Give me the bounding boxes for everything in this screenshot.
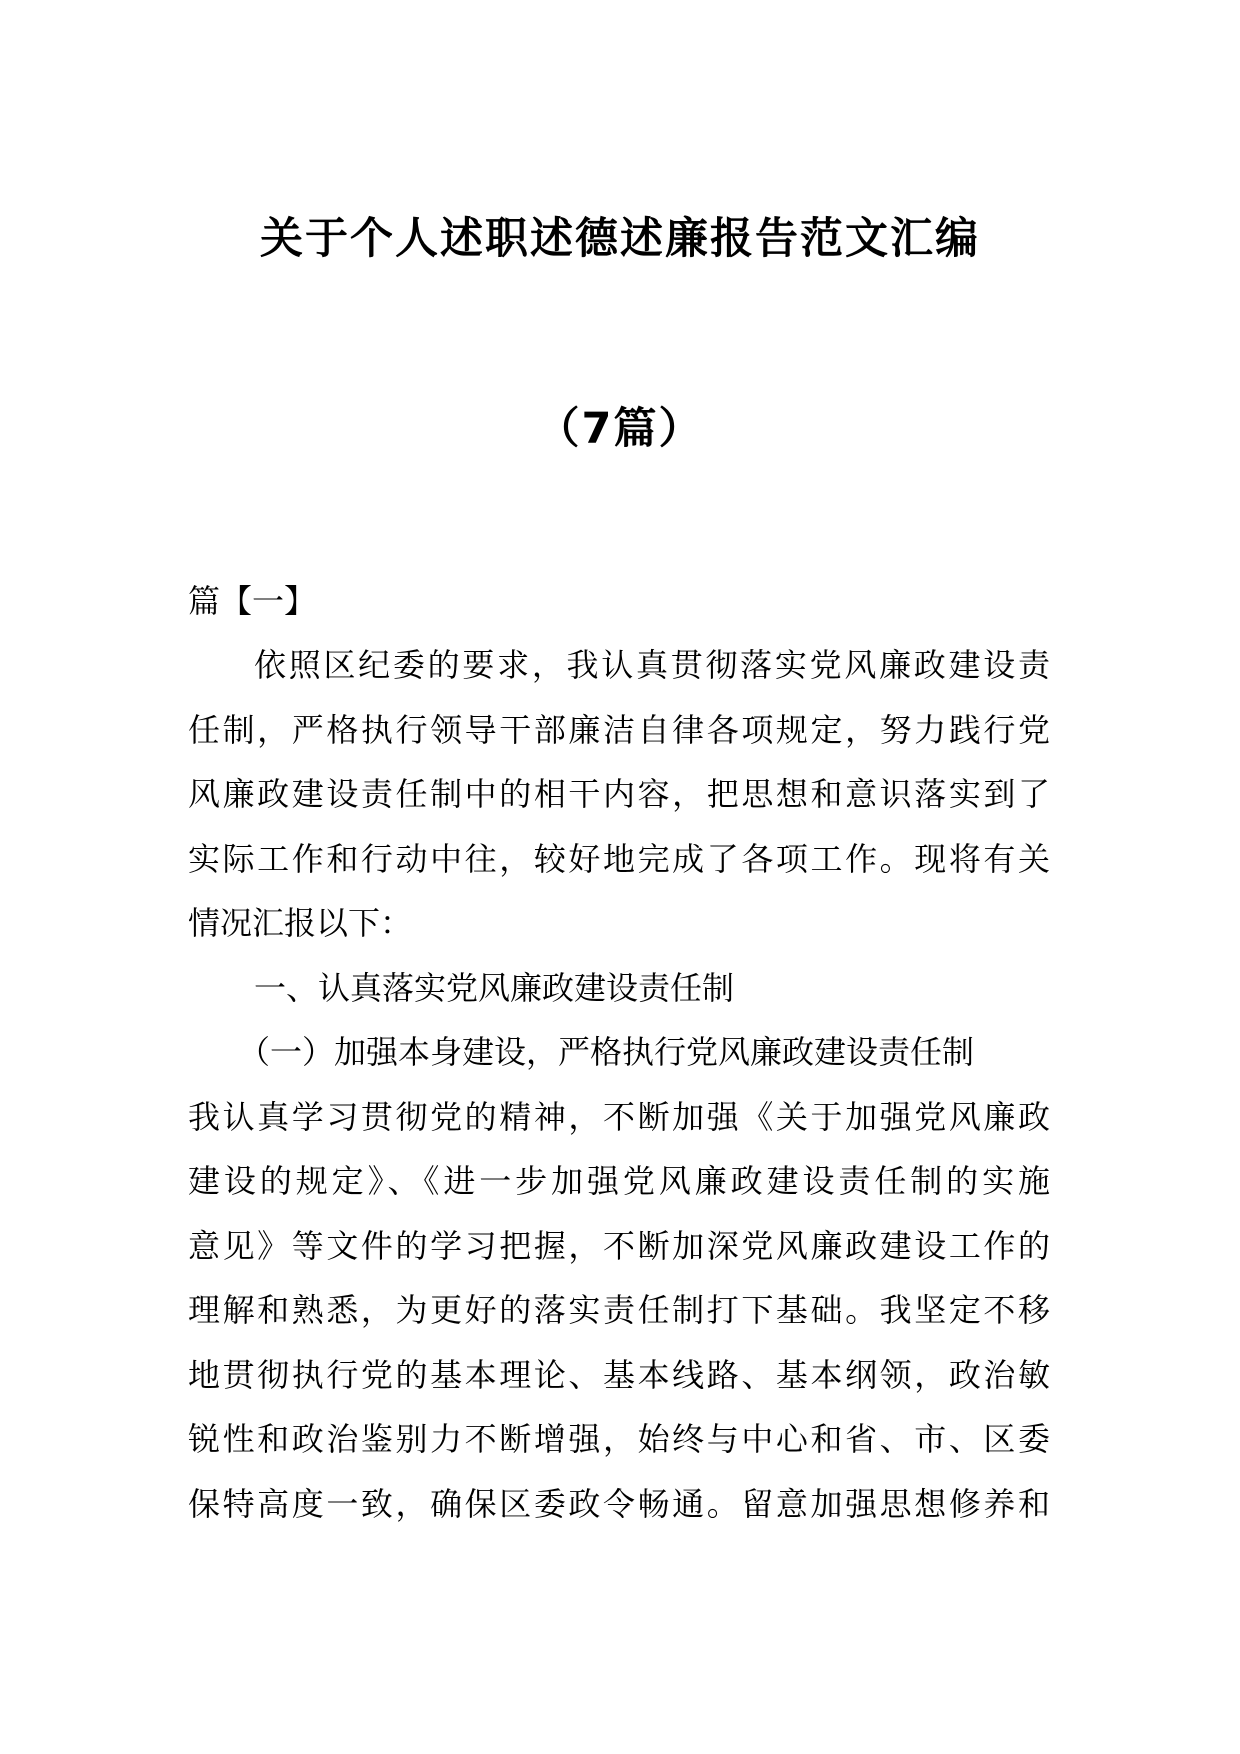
section-label: 篇【一】 xyxy=(188,582,317,620)
paragraph-2-line: 保特高度一致，确保区委政令畅通。留意加强思想修养和 xyxy=(188,1484,1050,1523)
paragraph-2-line: 理解和熟悉，为更好的落实责任制打下基础。我坚定不移 xyxy=(188,1291,1050,1329)
paragraph-2-line: 意见》等文件的学习把握，不断加深党风廉政建设工作的 xyxy=(188,1226,1050,1265)
paragraph-1-line: 情况汇报以下： xyxy=(188,904,413,942)
document-title: 关于个人述职述德述廉报告范文汇编 xyxy=(260,214,980,264)
paragraph-1-line: 风廉政建设责任制中的相干内容，把思想和意识落实到了 xyxy=(188,775,1050,813)
paragraph-2-line: 地贯彻执行党的基本理论、基本线路、基本纲领，政治敏 xyxy=(188,1355,1050,1394)
paragraph-2-line: 锐性和政治鉴别力不断增强，始终与中心和省、市、区委 xyxy=(188,1420,1050,1458)
subheading-1: （一）加强本身建设，严格执行党风廉政建设责任制 xyxy=(238,1033,975,1071)
paragraph-2-line: 建设的规定》、《进一步加强党风廉政建设责任制的实施 xyxy=(188,1162,1050,1200)
document-body xyxy=(188,633,1050,1536)
paragraph-1-line: 依照区纪委的要求，我认真贯彻落实党风廉政建设责 xyxy=(254,646,1050,684)
paragraph-2-line: 我认真学习贯彻党的精神，不断加强《关于加强党风廉政 xyxy=(188,1097,1050,1136)
paragraph-1-line: 任制，严格执行领导干部廉洁自律各项规定，努力践行党 xyxy=(188,710,1050,749)
paragraph-1-line: 实际工作和行动中往，较好地完成了各项工作。现将有关 xyxy=(188,839,1050,878)
heading-1: 一、认真落实党风廉政建设责任制 xyxy=(254,968,735,1007)
document-subtitle: （7篇） xyxy=(536,404,704,454)
